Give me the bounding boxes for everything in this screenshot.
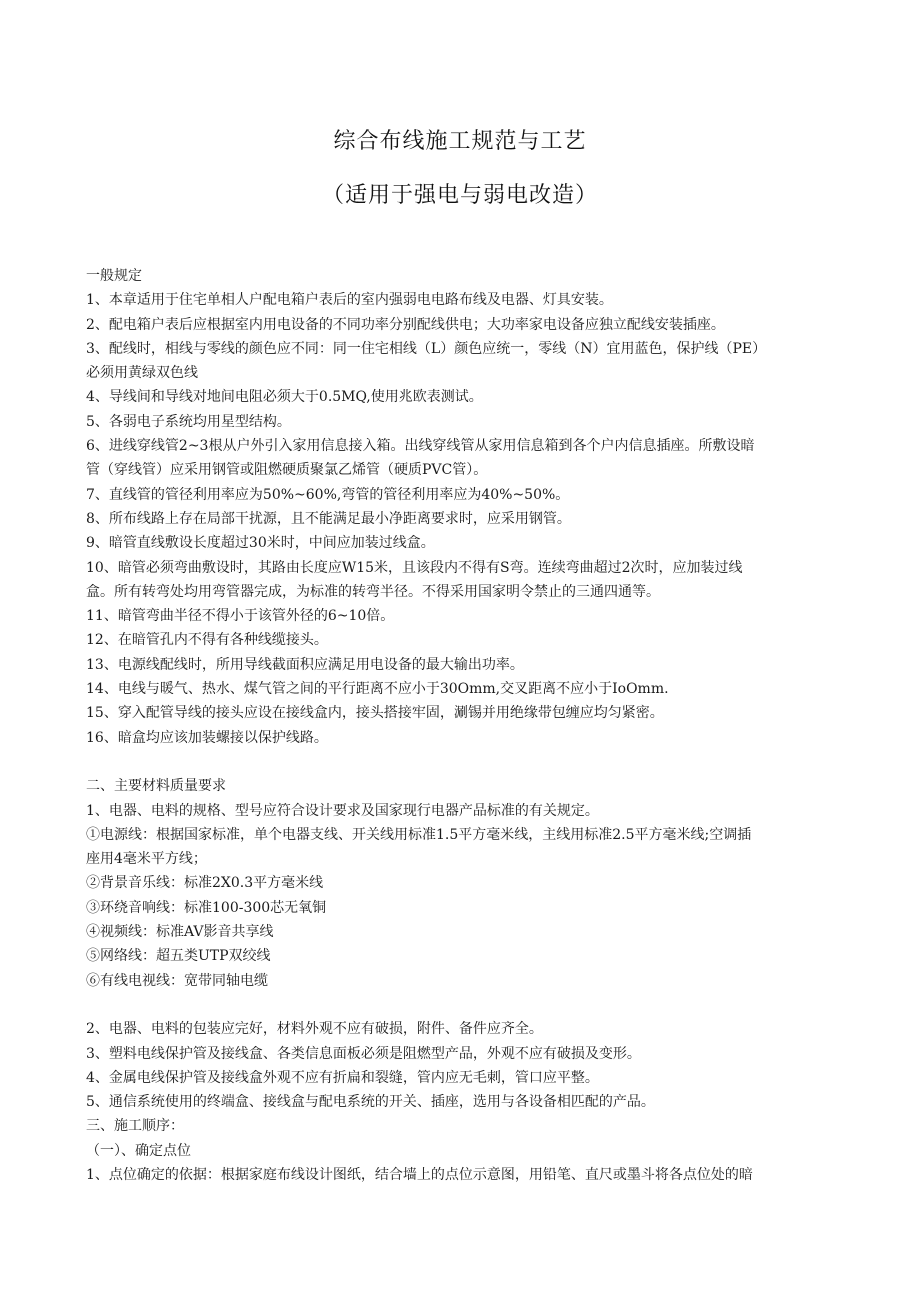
text-line: ⑥有线电视线：宽带同轴电缆 — [86, 972, 268, 989]
text-line: ②背景音乐线：标准2X0.3平方毫米线 — [86, 875, 324, 892]
text-line: 二、主要材料质量要求 — [86, 778, 226, 795]
text-line: 一般规定 — [86, 268, 142, 284]
text-line: ③环绕音响线：标准100-300芯无氧铜 — [86, 899, 327, 916]
document-body — [86, 264, 832, 1187]
text-line: （一）、确定点位 — [86, 1142, 191, 1159]
text-line: 7、直线管的管径利用率应为50%~60%,弯管的管径利用率应为40%~50%。 — [86, 486, 570, 503]
text-line: 4、金属电线保护管及接线盒外观不应有折扁和裂缝，管内应无毛刺，管口应平整。 — [86, 1069, 599, 1086]
text-line: 3、配线时，相线与零线的颜色应不同：同一住宅相线（L）颜色应统一，零线（N）宜用蓝色，保护线（PE） — [86, 340, 767, 357]
text-line: 12、在暗管孔内不得有各种线缆接头。 — [86, 632, 328, 649]
text-line: ④视频线：标准AV影音共享线 — [86, 924, 274, 941]
text-line: 15、穿入配管导线的接头应设在接线盒内，接头搭接牢固，涮锡并用绝缘带包缠应均匀紧密。 — [86, 705, 664, 722]
text-line: 5、各弱电子系统均用星型结构。 — [86, 413, 291, 430]
text-line: 2、电器、电料的包装应完好，材料外观不应有破损，附件、备件应齐全。 — [86, 1021, 543, 1038]
text-line: 管（穿线管）应采用钢管或阻燃硬质聚氯乙烯管（硬质PVC管）。 — [86, 462, 488, 479]
text-line: ⑤网络线：超五类UTP双绞线 — [86, 948, 271, 965]
text-line: 2、配电箱户表后应根据室内用电设备的不同功率分别配线供电；大功率家电设备应独立配线安装插座。 — [86, 316, 725, 333]
text-line: 6、进线穿线管2~3根从户外引入家用信息接入箱。出线穿线管从家用信息箱到各个户内信息插座。所敷设暗 — [86, 438, 755, 455]
text-line: 三、施工顺序： — [86, 1118, 184, 1135]
text-line: 1、电器、电料的规格、型号应符合设计要求及国家现行电器产品标准的有关规定。 — [86, 802, 599, 819]
text-line: 5、通信系统使用的终端盒、接线盒与配电系统的开关、插座，选用与各设备相匹配的产品。 — [86, 1094, 655, 1111]
text-line: 9、暗管直线敷设长度超过30米时，中间应加装过线盒。 — [86, 535, 435, 552]
blank-line — [86, 750, 832, 774]
text-line: 1、本章适用于住宅单相人户配电箱户表后的室内强弱电电路布线及电器、灯具安装。 — [86, 292, 613, 309]
text-line: 8、所布线路上存在局部干扰源，且不能满足最小净距离要求时，应采用钢管。 — [86, 510, 571, 527]
document-subtitle: （适用于强电与弱电改造） — [321, 183, 598, 208]
text-line: 3、塑料电线保护管及接线盒、各类信息面板必须是阻燃型产品，外观不应有破损及变形。 — [86, 1045, 641, 1062]
text-line: 11、暗管弯曲半径不得小于该管外径的6~10倍。 — [86, 608, 395, 625]
text-line: 盒。所有转弯处均用弯管器完成，为标准的转弯半径。不得采用国家明令禁止的三通四通等。 — [86, 583, 660, 600]
text-line: ①电源线：根据国家标准，单个电器支线、开关线用标准1.5平方毫米线，主线用标准2.5平方毫米线;空调插 — [86, 826, 752, 843]
text-line: 16、暗盒均应该加装螺接以保护线路。 — [86, 729, 328, 746]
text-line: 10、暗管必须弯曲敷设时，其路由长度应W15米，且该段内不得有S弯。连续弯曲超过2次时，应加装过线 — [86, 559, 743, 576]
text-line: 13、电源线配线时，所用导线截面积应满足用电设备的最大输出功率。 — [86, 656, 524, 673]
text-line: 必须用黄绿双色线 — [86, 365, 198, 382]
document-title: 综合布线施工规范与工艺 — [333, 129, 587, 154]
text-line: 14、电线与暖气、热水、煤气管之间的平行距离不应小于30Omm,交叉距离不应小于IoOmm. — [86, 681, 669, 698]
text-line: 座用4毫米平方线； — [86, 851, 207, 868]
text-line: 1、点位确定的依据：根据家庭布线设计图纸，结合墙上的点位示意图，用铅笔、直尺或墨斗将各点位处的暗 — [86, 1166, 753, 1183]
text-line: 4、导线间和导线对地间电阻必须大于0.5MQ,使用兆欧表测试。 — [86, 389, 483, 406]
blank-line — [86, 993, 832, 1017]
